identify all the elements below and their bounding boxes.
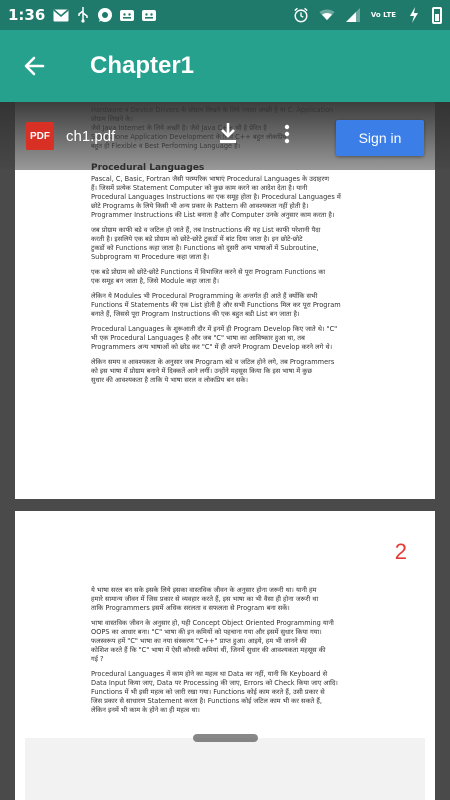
gmail-icon <box>53 7 69 23</box>
text-line: टुकडों को Functions कहा जाता है। Functions को दूसरी अन्य भाषाओं में Subroutine, <box>91 244 319 252</box>
text-line: Procedural Languages में काम होने का महत्व था Data का नहीं, यानी कि Keyboard से <box>91 670 328 678</box>
text-line: सुधार की आवश्यकता है ताकि ये भाषा सरल व लोकप्रिय बन सके। <box>91 376 248 384</box>
text-line: Procedural Languages Instructions का एक समूह होता है। Procedural Languages में <box>91 193 341 201</box>
paragraph <box>91 292 415 319</box>
text-line: Pascal, C, Basic, Fortran जैसी परम्परिक भाषाएं Procedural Languages के उदाहरण <box>91 175 330 183</box>
text-line: Data Input किया जाए, Data पर Processing की जाए, Errors को Check किया जाए आदि। <box>91 679 338 687</box>
arrow-left-icon <box>23 54 47 78</box>
paragraph <box>91 619 415 664</box>
file-name: ch1.pdf <box>66 127 116 145</box>
paragraph <box>91 268 415 286</box>
text-line: Subprogram या Procedure कहा जाता है। <box>91 253 210 261</box>
scroll-indicator[interactable] <box>193 734 258 742</box>
text-line: लेकिन समय व आवश्यकता के अनुसार जब Program बडे व जटिल होने लगे, तब Programmers <box>91 358 335 366</box>
text-line: ताकि Programmers इसमें अधिक सरलता व सफलता से Program बना सकें। <box>91 604 290 612</box>
usb-icon <box>75 7 91 23</box>
back-button[interactable] <box>0 30 70 102</box>
battery-icon <box>432 7 442 24</box>
paragraph <box>91 226 415 262</box>
text-line: एक बडे प्रोग्राम को छोटे-छोटे Functions में विभाजित करने से पूरा Program Functions का <box>91 268 326 276</box>
pdf-file-icon: PDF <box>26 122 54 150</box>
text-line: Procedural Languages के शुरूआती दौर में इनमें ही Program Develop किए जाते थे। "C" <box>91 325 338 333</box>
paragraph <box>91 670 415 715</box>
text-line: भी एक Procedural Languages है और जब "C" भाषा का आविष्कार हुआ था, तब <box>91 334 305 342</box>
status-bar <box>0 0 450 30</box>
page-number: 2 <box>394 539 407 564</box>
sign-in-button[interactable]: Sign in <box>336 120 424 156</box>
page-title: Chapter1 <box>90 52 195 79</box>
text-line: लेकिन इनमें भी काम के होने का ही महत्व था। <box>91 706 200 714</box>
text-line: हैं। जिसमें प्रत्येक Statement Computer को कुछ काम करने का आदेश देता है। यानी <box>91 184 308 192</box>
text-line: हमारे सामान्य जीवन में जिस प्रकार से व्यवहार करते हैं, इस भाषा का भी वैसा ही होना जरूरी था <box>91 595 319 603</box>
status-time: 1:36 <box>8 6 46 24</box>
android-icon <box>119 7 135 23</box>
page-2-content <box>91 586 415 715</box>
text-line: एक समूह बन जाता है, जिसे Module कहा जाता है। <box>91 277 219 285</box>
download-icon[interactable] <box>218 122 238 148</box>
signal-icon <box>345 7 361 23</box>
text-line: Programmers अन्य भाषाओं को छोड कर "C" में ही अपने Program Develop करने लगे थे। <box>91 343 333 351</box>
bottom-overlay <box>25 738 425 800</box>
text-line: कोशिश करते हैं कि "C" भाषा में ऐसी कौनसी कमियां थीं, जिनमें सुधार की आवश्यकता महसूस की <box>91 646 326 654</box>
text-line: OOPS का आधार बना। "C" भाषा की इन कमियों को पहचाना गया और इसमें सुधार किया गया। <box>91 628 322 636</box>
more-vertical-icon[interactable] <box>284 124 290 148</box>
volte-label: Vo LTE <box>370 10 396 19</box>
text-line: बनाते हैं, जिससे पूरा Program Instructions की एक बहुत बडी List बन जाता है। <box>91 310 300 318</box>
charging-icon <box>406 7 422 23</box>
status-right-group <box>283 7 442 24</box>
whatsapp-icon <box>97 7 113 23</box>
paragraph <box>91 358 415 385</box>
paragraph <box>91 325 415 352</box>
paragraph <box>91 586 415 613</box>
text-line: जब प्रोग्राम काफी बडे व जटिल हो जाते हैं, तब Instructions की यह List काफी परेशानी पैदा <box>91 226 321 234</box>
paragraph <box>91 175 415 220</box>
text-line: लेकिन ये Modules भी Procedural Programming के अन्तर्गत ही आते हैं क्योंकि सभी <box>91 292 318 300</box>
text-line: गई ? <box>91 655 104 663</box>
text-line: करती है। इसलिये एक बडे प्रोग्राम को छोटे-छोटे टुकडों में बांट दिया जाता है। इन छोटे-छोटे <box>91 235 303 243</box>
text-line: छोटे Programs के लिये किसी भी अन्य प्रकार के Pattern की आवश्यकता नहीं होती है। <box>91 202 309 210</box>
pdf-toolbar <box>0 102 450 170</box>
text-line: को इस भाषा में प्रोग्राम बनाने में दिक्कतें आने लगीं। उन्होंने महसूस किया कि इस भाषा में कुछ <box>91 367 312 375</box>
text-line: Functions में भी इसी महत्व को जारी रखा गया। Functions कोई काम करते हैं, उसी प्रकार से <box>91 688 325 696</box>
alarm-icon <box>293 7 309 23</box>
android-icon <box>141 7 157 23</box>
volte-icon <box>371 7 396 23</box>
text-line: ये भाषा सरल बन सके इसके लिये इसका वास्तविक जीवन के अनुसार होना जरूरी था। यानी हम <box>91 586 317 594</box>
text-line: जिस प्रकार से साधारण Statement करता है। Functions कोई जटिल काम भी कर सकते हैं, <box>91 697 322 705</box>
text-line: फलस्वरूप हमें "C" भाषा का नया संस्करण "C++" प्राप्त हुआ। आइये, हम भी जानने की <box>91 637 307 645</box>
app-bar <box>0 30 450 102</box>
text-line: Functions में Statements की एक List होती है और सभी Functions मिल कर पूरा Program <box>91 301 341 309</box>
text-line: भाषा वास्तविक जीवन के अनुसार हो, यही Concept Object Oriented Programming यानी <box>91 619 334 627</box>
text-line: Programmer Instructions की List बनाता है और Computer उनके अनुसार काम करता है। <box>91 211 335 219</box>
pdf-viewer[interactable] <box>0 102 450 800</box>
wifi-icon <box>319 7 335 23</box>
